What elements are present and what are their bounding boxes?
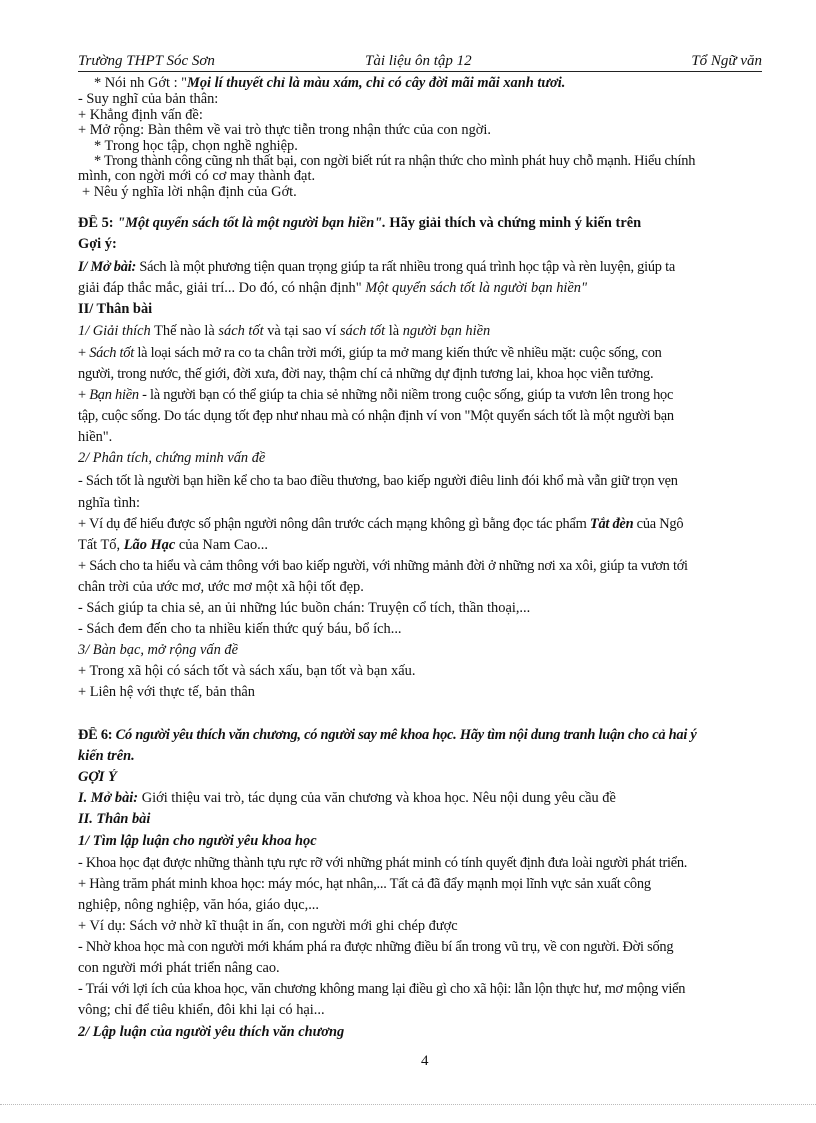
text-line: - Sách tốt là người bạn hiền kể cho ta bao điều thương, bao kiếp người điêu linh đói khổ mà vẫn giữ trọn vẹn — [78, 473, 678, 489]
header-department: Tổ Ngữ văn — [691, 53, 762, 69]
text-line: Tất Tố, Lão Hạc của Nam Cao... — [78, 537, 268, 553]
text-line: + Sách tốt là loại sách mở ra co ta chân trời mới, giúp ta mở mang kiến thức về nhiều mặt: cuộc sống, con — [78, 345, 662, 361]
page-bottom-border — [0, 1104, 816, 1105]
text-line: + Sách cho ta hiểu và cảm thông với bao kiếp người, với những mảnh đời ở những nơi xa xôi, giúp ta vươn tới — [78, 558, 688, 574]
subsection-heading: 3/ Bàn bạc, mở rộng vấn đề — [78, 642, 238, 658]
de5-goiy: Gợi ý: — [78, 236, 117, 252]
text-line: mình, con ngời mới có cơ may thành đạt. — [78, 168, 316, 184]
de6-title: ĐỀ 6: Có người yêu thích văn chương, có người say mê khoa học. Hãy tìm nội dung tranh luận cho cả hai ý — [78, 727, 697, 743]
text-line: + Bạn hiền - là người bạn có thể giúp ta chia sẻ những nỗi niềm trong cuộc sống, giúp ta vươn lên trong học — [78, 387, 674, 403]
header-document: Tài liệu ôn tập 12 — [365, 53, 472, 69]
page-number: 4 — [421, 1053, 429, 1069]
text-line: giải đáp thắc mắc, giải trí... Do đó, có nhận định" Một quyển sách tốt là người bạn hiền" — [78, 280, 588, 296]
text-line: * Trong thành công cũng nh thất bại, con ngời biết rút ra nhận thức cho mình phát huy chỗ mạnh. Hiểu chính — [94, 153, 696, 169]
de6-title-cont: kiến trên. — [78, 748, 135, 764]
de6-goiy: GỢI Ý — [78, 769, 117, 785]
de5-body-heading: II/ Thân bài — [78, 301, 153, 317]
text-line: + Ví dụ: Sách vở nhờ kĩ thuật in ấn, con người mới ghi chép được — [78, 918, 458, 934]
header-school: Trường THPT Sóc Sơn — [78, 53, 215, 69]
subsection-heading: 2/ Phân tích, chứng minh vấn đề — [78, 450, 266, 466]
text-line: nghĩa tình: — [78, 495, 140, 511]
text-line: hiền". — [78, 429, 113, 445]
text-line: + Ví dụ để hiểu được số phận người nông dân trước cách mạng không gì bằng đọc tác phẩm Tắt đèn của Ngô — [78, 516, 684, 532]
subsection-heading: 2/ Lập luận của người yêu thích văn chương — [78, 1024, 345, 1040]
text-line: - Nhờ khoa học mà con người mới khám phá ra được những điều bí ẩn trong vũ trụ, về con người. Đời sống — [78, 939, 674, 955]
text-line: con người mới phát triển nâng cao. — [78, 960, 280, 976]
text-line: + Trong xã hội có sách tốt và sách xấu, bạn tốt và bạn xấu. — [78, 663, 416, 679]
de6-body-heading: II. Thân bài — [78, 811, 151, 827]
text-line: * Trong học tập, chọn nghề nghiệp. — [94, 138, 298, 154]
page-header — [78, 53, 762, 72]
quote-line: * Nói nh Gớt : "Mọi lí thuyết chỉ là màu xám, chỉ có cây đời mãi mãi xanh tươi. — [94, 75, 566, 91]
text-line: chân trời của ước mơ, ước mơ một xã hội tốt đẹp. — [78, 579, 364, 595]
text-line: - Sách đem đến cho ta nhiều kiến thức quý báu, bổ ích... — [78, 621, 402, 637]
text-line: + Nêu ý nghĩa lời nhận định của Gớt. — [82, 184, 297, 200]
text-line: - Suy nghĩ của bản thân: — [78, 91, 219, 107]
text-line: nghiệp, nông nghiệp, văn hóa, giáo dục,... — [78, 897, 319, 913]
text-line: I. Mở bài: Giới thiệu vai trò, tác dụng của văn chương và khoa học. Nêu nội dung yêu cầu đề — [78, 790, 616, 806]
text-line: 1/ Giải thích Thế nào là sách tốt và tại sao ví sách tốt là người bạn hiền — [78, 323, 491, 339]
text-line: - Trái với lợi ích của khoa học, văn chương không mang lại điều gì cho xã hội: lẫn lộn thực hư, mơ mộng viển — [78, 981, 686, 997]
text-line: + Mở rộng: Bàn thêm về vai trò thực tiễn trong nhận thức của con ngời. — [78, 122, 491, 138]
text-line: người, trong nước, thế giới, đời xưa, đời nay, thậm chí cả những dự định tương lai, khoa học viễn tưởng. — [78, 366, 654, 382]
subsection-heading: 1/ Tìm lập luận cho người yêu khoa học — [78, 833, 317, 849]
text-line: + Hàng trăm phát minh khoa học: máy móc, hạt nhân,... Tất cả đã đẩy mạnh mọi lĩnh vực sản xuất công — [78, 876, 651, 892]
text-line: - Khoa học đạt được những thành tựu rực rỡ với những phát minh có tính quyết định đưa loài người phát triển. — [78, 855, 688, 871]
text-line: I/ Mở bài: Sách là một phương tiện quan trọng giúp ta rất nhiều trong quá trình học tập và rèn luyện, giúp ta — [78, 259, 675, 275]
text-line: - Sách giúp ta chia sẻ, an ủi những lúc buồn chán: Truyện cổ tích, thần thoại,... — [78, 600, 531, 616]
text-line: + Khẳng định vấn đề: — [78, 107, 203, 123]
de5-title: ĐỀ 5: "Một quyển sách tốt là một người bạn hiền". Hãy giải thích và chứng minh ý kiến trên — [78, 215, 642, 231]
text-line: vông; chỉ để tiêu khiển, đôi khi lại có hại... — [78, 1002, 325, 1018]
text-line: + Liên hệ với thực tế, bản thân — [78, 684, 255, 700]
text-line: tập, cuộc sống. Do tác dụng tốt đẹp như nhau mà có nhận định ví von "Một quyển sách tốt là một người bạn — [78, 408, 674, 424]
